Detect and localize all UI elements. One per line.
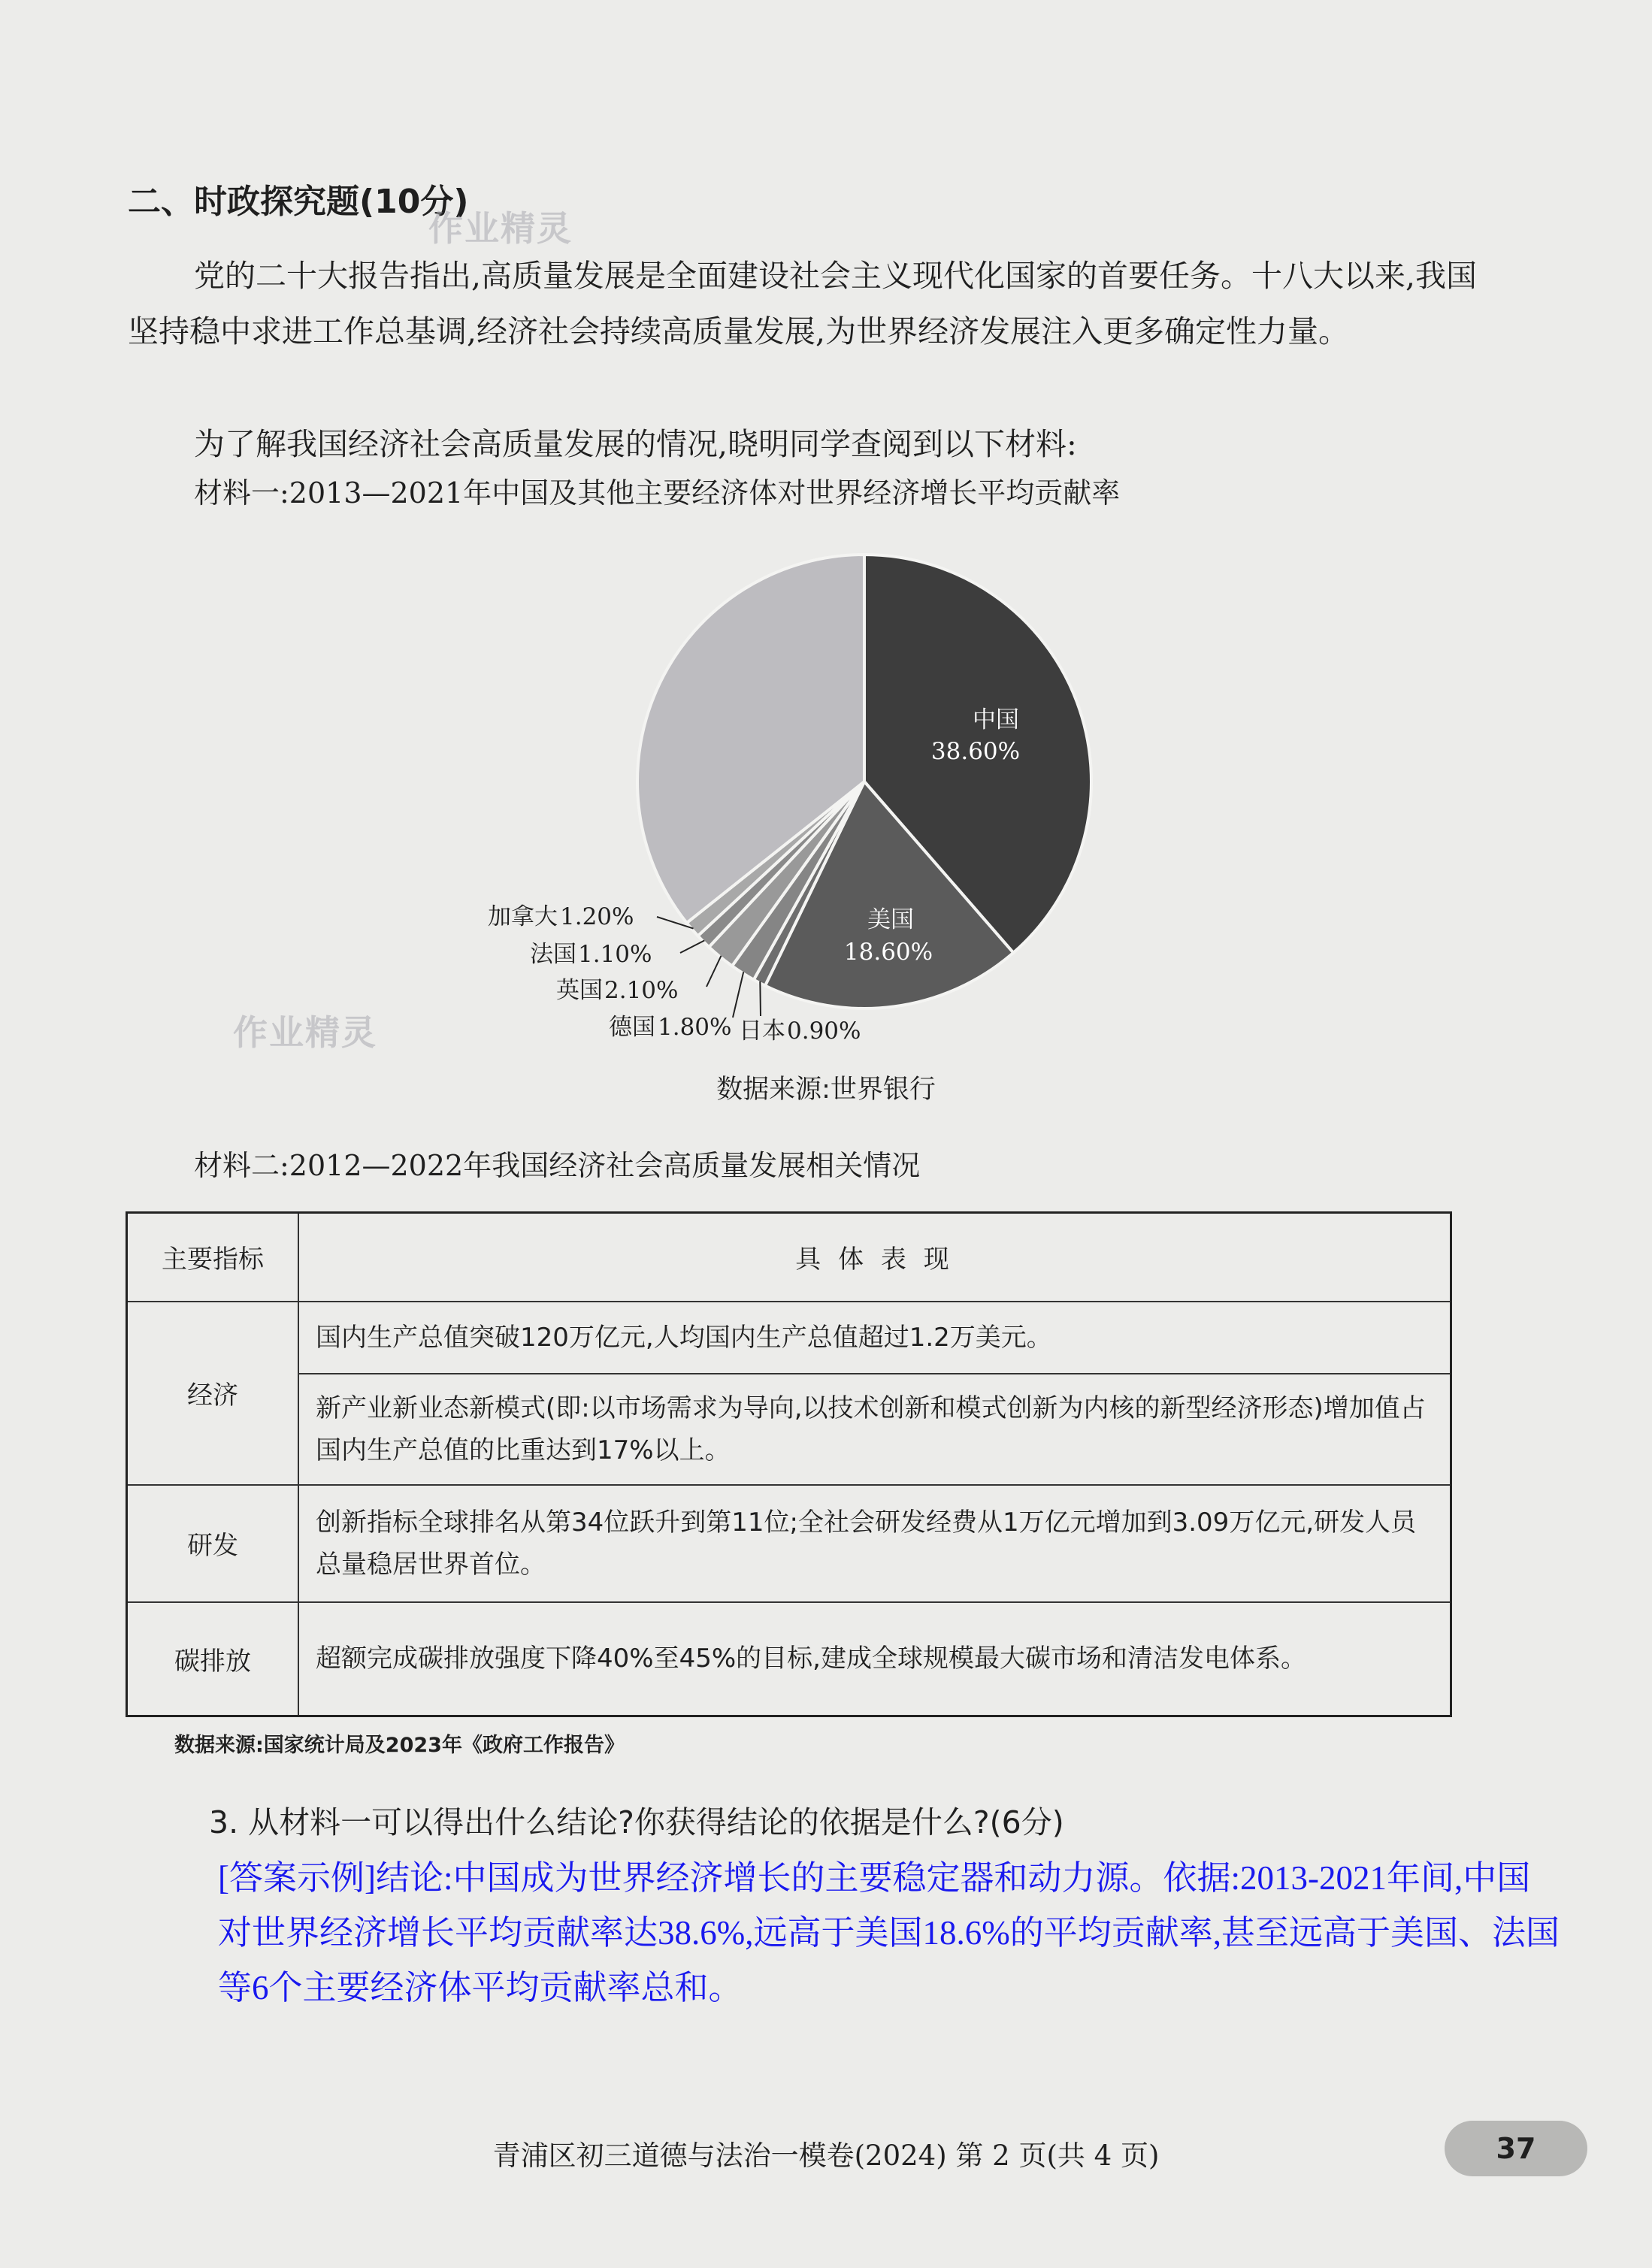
leader-line-日本 [760,981,761,1016]
leader-line-英国 [706,956,721,987]
value-japan: 0.90% [787,1018,861,1045]
table-row [127,1485,1451,1602]
category-rd: 研发 [127,1485,299,1602]
table-row [127,1602,1451,1716]
detail-carbon: 超额完成碳排放强度下降40%至45%的目标,建成全球规模最大碳市场和清洁发电体系。 [298,1602,1451,1716]
watermark-2: 作业精灵 [233,1012,377,1053]
label-canada: 加拿大 [488,903,558,930]
table-header-row [127,1213,1451,1302]
indicator-table [126,1211,1452,1717]
value-uk: 2.10% [604,977,679,1004]
table-source: 数据来源:国家统计局及2023年《政府工作报告》 [174,1734,625,1757]
header-detail: 具 体 表 现 [298,1213,1451,1302]
slice-label-china: 中国 [973,706,1019,733]
material1-title: 材料一:2013—2021年中国及其他主要经济体对世界经济增长平均贡献率 [194,476,1121,510]
answer-example: [答案示例]结论:中国成为世界经济增长的主要稳定器和动力源。依据:2013-2021年间,中国对世界经济增长平均贡献率达38.6%,远高于美国18.6%的平均贡献率,甚至远高于美国、法国等6个主要经济体平均贡献率总和。 [218,1859,1560,2006]
material2-title: 材料二:2012—2022年我国经济社会高质量发展相关情况 [194,1149,921,1182]
detail-rd: 创新指标全球排名从第34位跃升到第11位;全社会研发经费从1万亿元增加到3.09万亿元,研发人员总量稳居世界首位。 [298,1485,1451,1602]
intro-paragraph-2: 为了解我国经济社会高质量发展的情况,晓明同学查阅到以下材料: [194,426,1077,462]
value-canada: 1.20% [560,903,634,930]
header-indicator: 主要指标 [127,1213,299,1302]
intro-paragraph-1: 党的二十大报告指出,高质量发展是全面建设社会主义现代化国家的首要任务。十八大以来,我国坚持稳中求进工作总基调,经济社会持续高质量发展,为世界经济发展注入更多确定性力量。 [128,258,1478,349]
question-3: 3. 从材料一可以得出什么结论?你获得结论的依据是什么?(6分) [209,1804,1064,1840]
slice-value-usa: 18.60% [843,939,933,966]
leader-line-法国 [680,940,704,953]
label-japan: 日本 [739,1018,785,1045]
label-uk: 英国 [556,977,603,1004]
table-row [127,1374,1451,1485]
section-title: 二、时政探究题(10分) [128,183,469,221]
label-germany: 德国 [609,1014,655,1041]
detail-economy-1: 国内生产总值突破120万亿元,人均国内生产总值超过1.2万美元。 [298,1302,1451,1374]
category-economy: 经济 [127,1302,299,1485]
category-carbon: 碳排放 [127,1602,299,1716]
pie-chart [0,0,1652,1067]
watermark: 作业精灵 [428,208,573,249]
detail-economy-2: 新产业新业态新模式(即:以市场需求为导向,以技术创新和模式创新为内核的新型经济形态)增加值占国内生产总值的比重达到17%以上。 [298,1374,1451,1485]
slice-label-usa: 美国 [867,906,914,933]
value-france: 1.10% [578,941,652,968]
leader-line-德国 [733,972,743,1018]
slice-value-china: 38.60% [930,738,1021,765]
label-france: 法国 [530,941,576,968]
page-footer: 青浦区初三道德与法治一模卷(2024) 第 2 页(共 4 页) [492,2139,1160,2172]
page-number-badge: 37 [1445,2121,1587,2176]
value-germany: 1.80% [658,1014,732,1041]
table-row [127,1302,1451,1374]
chart-source: 数据来源:世界银行 [716,1075,936,1105]
